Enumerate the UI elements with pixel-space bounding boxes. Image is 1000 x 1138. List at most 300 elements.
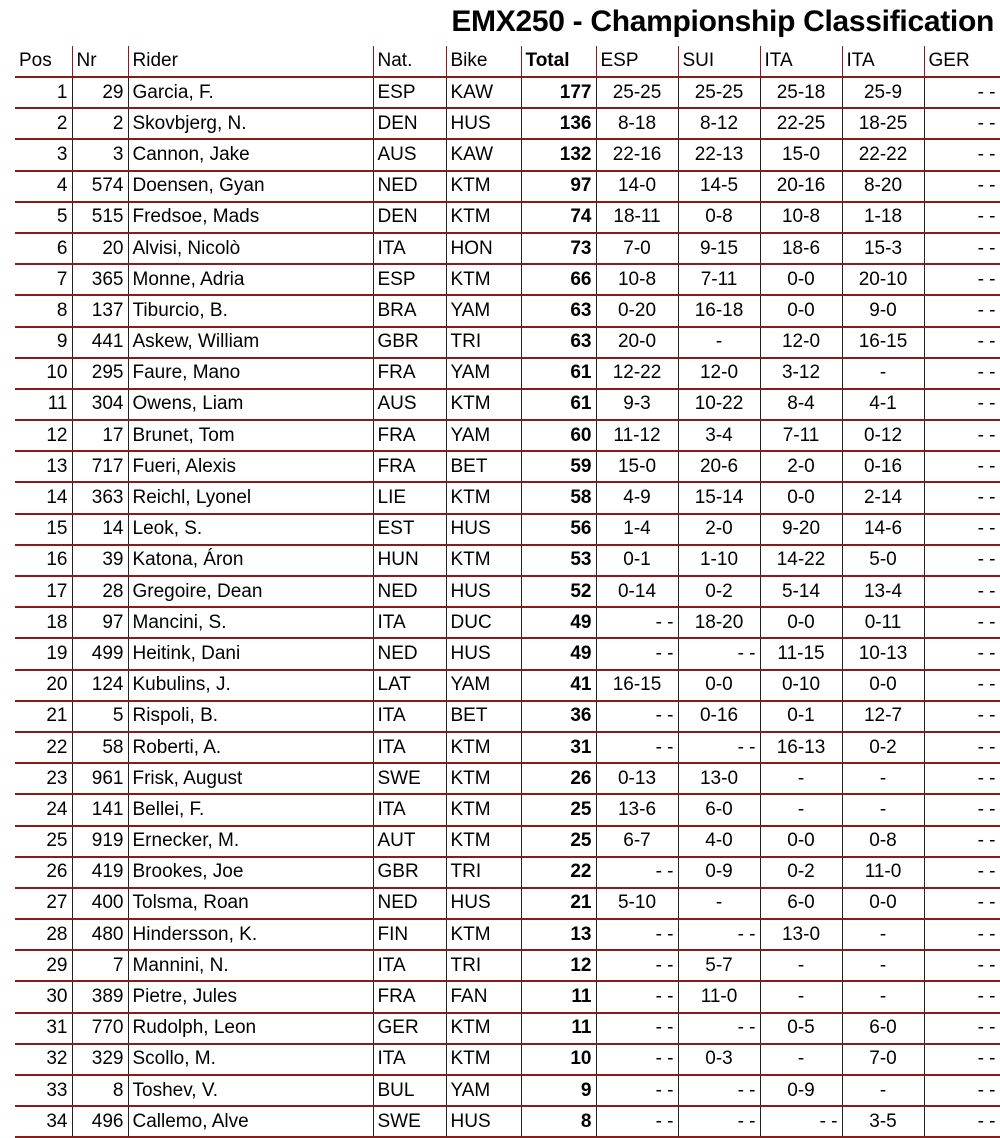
cell-total: 8 — [521, 1106, 596, 1137]
cell-rider: Cannon, Jake — [128, 139, 373, 170]
cell-bike: KTM — [446, 389, 521, 420]
table-row — [15, 1044, 1000, 1075]
cell-ita-1: 0-10 — [760, 670, 842, 701]
cell-ger: - - — [924, 295, 1000, 326]
cell-nr: 141 — [72, 794, 128, 825]
cell-sui: 0-16 — [678, 701, 760, 732]
cell-ger: - - — [924, 389, 1000, 420]
cell-nat: BUL — [373, 1075, 446, 1106]
cell-pos: 13 — [15, 451, 72, 482]
cell-total: 61 — [521, 389, 596, 420]
cell-rider: Faure, Mano — [128, 358, 373, 389]
cell-nat: NED — [373, 888, 446, 919]
cell-ita-2: 15-3 — [842, 233, 924, 264]
cell-sui: 6-0 — [678, 794, 760, 825]
cell-esp: 0-20 — [596, 295, 678, 326]
cell-total: 31 — [521, 732, 596, 763]
cell-bike: KTM — [446, 919, 521, 950]
cell-ger: - - — [924, 732, 1000, 763]
cell-bike: KTM — [446, 202, 521, 233]
cell-total: 66 — [521, 264, 596, 295]
cell-total: 58 — [521, 482, 596, 513]
cell-esp: 5-10 — [596, 888, 678, 919]
cell-pos: 26 — [15, 857, 72, 888]
cell-ita-2: 5-0 — [842, 545, 924, 576]
cell-ger: - - — [924, 638, 1000, 669]
cell-rider: Rudolph, Leon — [128, 1013, 373, 1044]
cell-sui: 18-20 — [678, 607, 760, 638]
cell-ita-1: 11-15 — [760, 638, 842, 669]
table-row — [15, 358, 1000, 389]
cell-esp: 18-11 — [596, 202, 678, 233]
cell-ger: - - — [924, 794, 1000, 825]
cell-total: 52 — [521, 576, 596, 607]
cell-ger: - - — [924, 420, 1000, 451]
cell-ger: - - — [924, 763, 1000, 794]
cell-bike: KTM — [446, 1013, 521, 1044]
cell-esp: - - — [596, 1044, 678, 1075]
cell-total: 59 — [521, 451, 596, 482]
cell-nr: 419 — [72, 857, 128, 888]
cell-nr: 329 — [72, 1044, 128, 1075]
cell-rider: Doensen, Gyan — [128, 171, 373, 202]
cell-nr: 39 — [72, 545, 128, 576]
cell-esp: - - — [596, 1013, 678, 1044]
cell-nat: ITA — [373, 607, 446, 638]
cell-ger: - - — [924, 1013, 1000, 1044]
cell-nr: 124 — [72, 670, 128, 701]
cell-pos: 25 — [15, 826, 72, 857]
cell-ita-2: 0-16 — [842, 451, 924, 482]
cell-nat: LIE — [373, 482, 446, 513]
cell-ita-1: 0-1 — [760, 701, 842, 732]
cell-rider: Fueri, Alexis — [128, 451, 373, 482]
cell-rider: Brookes, Joe — [128, 857, 373, 888]
cell-ita-1: 8-4 — [760, 389, 842, 420]
table-row — [15, 794, 1000, 825]
cell-bike: TRI — [446, 327, 521, 358]
cell-total: 11 — [521, 981, 596, 1012]
cell-nat: DEN — [373, 108, 446, 139]
cell-bike: YAM — [446, 358, 521, 389]
cell-esp: 20-0 — [596, 327, 678, 358]
cell-ger: - - — [924, 545, 1000, 576]
cell-bike: FAN — [446, 981, 521, 1012]
cell-ita-2: 20-10 — [842, 264, 924, 295]
cell-ita-1: 14-22 — [760, 545, 842, 576]
cell-ita-2: 0-12 — [842, 420, 924, 451]
cell-esp: - - — [596, 981, 678, 1012]
cell-esp: 12-22 — [596, 358, 678, 389]
cell-rider: Scollo, M. — [128, 1044, 373, 1075]
cell-ger: - - — [924, 1044, 1000, 1075]
cell-ita-2: - — [842, 763, 924, 794]
cell-ger: - - — [924, 171, 1000, 202]
cell-total: 60 — [521, 420, 596, 451]
cell-nr: 389 — [72, 981, 128, 1012]
cell-sui: 0-0 — [678, 670, 760, 701]
cell-ita-1: 16-13 — [760, 732, 842, 763]
cell-sui: 10-22 — [678, 389, 760, 420]
cell-esp: 16-15 — [596, 670, 678, 701]
cell-rider: Gregoire, Dean — [128, 576, 373, 607]
cell-nr: 29 — [72, 77, 128, 108]
cell-bike: HUS — [446, 1106, 521, 1137]
table-row — [15, 264, 1000, 295]
cell-ger: - - — [924, 108, 1000, 139]
cell-ger: - - — [924, 981, 1000, 1012]
cell-nr: 574 — [72, 171, 128, 202]
cell-nat: ITA — [373, 950, 446, 981]
cell-ita-1: 0-2 — [760, 857, 842, 888]
cell-nat: ITA — [373, 732, 446, 763]
table-row — [15, 108, 1000, 139]
cell-pos: 20 — [15, 670, 72, 701]
cell-bike: BET — [446, 701, 521, 732]
cell-ita-2: 0-2 — [842, 732, 924, 763]
cell-total: 73 — [521, 233, 596, 264]
cell-ita-2: 2-14 — [842, 482, 924, 513]
cell-sui: 5-7 — [678, 950, 760, 981]
cell-rider: Brunet, Tom — [128, 420, 373, 451]
cell-total: 136 — [521, 108, 596, 139]
table-row — [15, 171, 1000, 202]
cell-esp: - - — [596, 1106, 678, 1137]
cell-ita-1: 12-0 — [760, 327, 842, 358]
cell-esp: - - — [596, 919, 678, 950]
cell-ger: - - — [924, 607, 1000, 638]
table-row — [15, 1013, 1000, 1044]
cell-rider: Leok, S. — [128, 514, 373, 545]
cell-pos: 3 — [15, 139, 72, 170]
cell-pos: 31 — [15, 1013, 72, 1044]
cell-rider: Kubulins, J. — [128, 670, 373, 701]
cell-sui: 3-4 — [678, 420, 760, 451]
cell-bike: KTM — [446, 794, 521, 825]
cell-rider: Garcia, F. — [128, 77, 373, 108]
cell-pos: 18 — [15, 607, 72, 638]
cell-rider: Fredsoe, Mads — [128, 202, 373, 233]
cell-rider: Tolsma, Roan — [128, 888, 373, 919]
cell-pos: 29 — [15, 950, 72, 981]
cell-pos: 32 — [15, 1044, 72, 1075]
cell-ita-2: 11-0 — [842, 857, 924, 888]
cell-ger: - - — [924, 670, 1000, 701]
cell-nat: BRA — [373, 295, 446, 326]
cell-pos: 28 — [15, 919, 72, 950]
cell-bike: HUS — [446, 576, 521, 607]
cell-bike: YAM — [446, 670, 521, 701]
cell-bike: YAM — [446, 1075, 521, 1106]
cell-bike: KAW — [446, 139, 521, 170]
cell-ita-1: 0-0 — [760, 264, 842, 295]
cell-sui: 0-9 — [678, 857, 760, 888]
cell-ger: - - — [924, 139, 1000, 170]
cell-ger: - - — [924, 576, 1000, 607]
table-row — [15, 327, 1000, 358]
cell-rider: Callemo, Alve — [128, 1106, 373, 1137]
cell-ger: - - — [924, 77, 1000, 108]
cell-pos: 2 — [15, 108, 72, 139]
cell-nr: 137 — [72, 295, 128, 326]
cell-ger: - - — [924, 701, 1000, 732]
cell-bike: YAM — [446, 420, 521, 451]
cell-ger: - - — [924, 202, 1000, 233]
cell-sui: 1-10 — [678, 545, 760, 576]
cell-total: 22 — [521, 857, 596, 888]
cell-sui: 20-6 — [678, 451, 760, 482]
table-row — [15, 139, 1000, 170]
cell-esp: 0-13 — [596, 763, 678, 794]
cell-bike: HON — [446, 233, 521, 264]
cell-nat: NED — [373, 576, 446, 607]
cell-sui: - - — [678, 1013, 760, 1044]
cell-nr: 14 — [72, 514, 128, 545]
cell-rider: Skovbjerg, N. — [128, 108, 373, 139]
cell-pos: 14 — [15, 482, 72, 513]
cell-nr: 365 — [72, 264, 128, 295]
cell-nat: ITA — [373, 1044, 446, 1075]
cell-ita-1: 0-0 — [760, 826, 842, 857]
header-pos: Pos — [15, 46, 72, 77]
table-row — [15, 514, 1000, 545]
cell-ita-1: - — [760, 763, 842, 794]
cell-nr: 20 — [72, 233, 128, 264]
cell-sui: 16-18 — [678, 295, 760, 326]
cell-nr: 97 — [72, 607, 128, 638]
cell-esp: - - — [596, 857, 678, 888]
cell-nr: 5 — [72, 701, 128, 732]
cell-nr: 28 — [72, 576, 128, 607]
cell-bike: TRI — [446, 857, 521, 888]
cell-nat: FRA — [373, 420, 446, 451]
cell-ita-1: 0-0 — [760, 482, 842, 513]
cell-nr: 7 — [72, 950, 128, 981]
cell-pos: 15 — [15, 514, 72, 545]
table-row — [15, 233, 1000, 264]
cell-sui: - - — [678, 1106, 760, 1137]
cell-nat: LAT — [373, 670, 446, 701]
cell-nat: ITA — [373, 701, 446, 732]
cell-nr: 2 — [72, 108, 128, 139]
cell-total: 21 — [521, 888, 596, 919]
cell-ger: - - — [924, 358, 1000, 389]
table-row — [15, 389, 1000, 420]
cell-ita-1: 5-14 — [760, 576, 842, 607]
cell-ita-2: - — [842, 1075, 924, 1106]
cell-nr: 499 — [72, 638, 128, 669]
cell-bike: BET — [446, 451, 521, 482]
cell-bike: KTM — [446, 545, 521, 576]
cell-esp: 13-6 — [596, 794, 678, 825]
cell-ita-2: 3-5 — [842, 1106, 924, 1137]
cell-nr: 363 — [72, 482, 128, 513]
cell-nat: FRA — [373, 981, 446, 1012]
cell-sui: 15-14 — [678, 482, 760, 513]
cell-total: 12 — [521, 950, 596, 981]
cell-nat: FRA — [373, 451, 446, 482]
cell-pos: 34 — [15, 1106, 72, 1137]
cell-nr: 770 — [72, 1013, 128, 1044]
cell-ita-1: 0-5 — [760, 1013, 842, 1044]
table-row — [15, 826, 1000, 857]
cell-total: 25 — [521, 794, 596, 825]
cell-ger: - - — [924, 919, 1000, 950]
cell-ita-2: 10-13 — [842, 638, 924, 669]
cell-ger: - - — [924, 888, 1000, 919]
cell-total: 9 — [521, 1075, 596, 1106]
cell-nat: GBR — [373, 327, 446, 358]
table-row — [15, 77, 1000, 108]
cell-rider: Alvisi, Nicolò — [128, 233, 373, 264]
cell-pos: 5 — [15, 202, 72, 233]
cell-ita-1: 3-12 — [760, 358, 842, 389]
cell-esp: 14-0 — [596, 171, 678, 202]
cell-bike: YAM — [446, 295, 521, 326]
cell-bike: KTM — [446, 1044, 521, 1075]
cell-sui: 12-0 — [678, 358, 760, 389]
cell-ita-1: 9-20 — [760, 514, 842, 545]
table-row — [15, 701, 1000, 732]
cell-bike: KAW — [446, 77, 521, 108]
cell-sui: - - — [678, 919, 760, 950]
cell-ita-1: 2-0 — [760, 451, 842, 482]
cell-ita-1: 7-11 — [760, 420, 842, 451]
header-ger: GER — [924, 46, 1000, 77]
cell-rider: Toshev, V. — [128, 1075, 373, 1106]
cell-nr: 58 — [72, 732, 128, 763]
cell-rider: Monne, Adria — [128, 264, 373, 295]
cell-sui: 7-11 — [678, 264, 760, 295]
table-row — [15, 763, 1000, 794]
cell-nat: AUS — [373, 139, 446, 170]
cell-rider: Askew, William — [128, 327, 373, 358]
cell-ita-1: 6-0 — [760, 888, 842, 919]
cell-total: 177 — [521, 77, 596, 108]
header-nat: Nat. — [373, 46, 446, 77]
cell-pos: 9 — [15, 327, 72, 358]
cell-ger: - - — [924, 857, 1000, 888]
cell-total: 56 — [521, 514, 596, 545]
table-row — [15, 670, 1000, 701]
cell-sui: 9-15 — [678, 233, 760, 264]
table-header-row — [15, 46, 1000, 77]
cell-esp: 7-0 — [596, 233, 678, 264]
cell-rider: Katona, Áron — [128, 545, 373, 576]
cell-ita-1: 22-25 — [760, 108, 842, 139]
cell-bike: KTM — [446, 763, 521, 794]
cell-nat: GBR — [373, 857, 446, 888]
cell-esp: 15-0 — [596, 451, 678, 482]
cell-esp: - - — [596, 950, 678, 981]
cell-ger: - - — [924, 264, 1000, 295]
cell-ita-1: 10-8 — [760, 202, 842, 233]
cell-sui: - — [678, 888, 760, 919]
cell-total: 13 — [521, 919, 596, 950]
cell-rider: Rispoli, B. — [128, 701, 373, 732]
cell-bike: DUC — [446, 607, 521, 638]
cell-ita-1: 0-0 — [760, 295, 842, 326]
table-row — [15, 1106, 1000, 1137]
cell-bike: KTM — [446, 264, 521, 295]
cell-ita-2: 25-9 — [842, 77, 924, 108]
cell-nr: 8 — [72, 1075, 128, 1106]
cell-nr: 304 — [72, 389, 128, 420]
cell-pos: 12 — [15, 420, 72, 451]
cell-ita-1: 15-0 — [760, 139, 842, 170]
table-row — [15, 919, 1000, 950]
cell-esp: 10-8 — [596, 264, 678, 295]
page-title: EMX250 - Championship Classification — [451, 5, 994, 38]
cell-rider: Tiburcio, B. — [128, 295, 373, 326]
cell-ger: - - — [924, 482, 1000, 513]
cell-nat: GER — [373, 1013, 446, 1044]
cell-bike: KTM — [446, 482, 521, 513]
cell-sui: 8-12 — [678, 108, 760, 139]
cell-ita-2: 14-6 — [842, 514, 924, 545]
cell-sui: 22-13 — [678, 139, 760, 170]
cell-ita-2: - — [842, 981, 924, 1012]
cell-ita-2: 9-0 — [842, 295, 924, 326]
header-esp: ESP — [596, 46, 678, 77]
cell-ita-1: 20-16 — [760, 171, 842, 202]
cell-esp: - - — [596, 701, 678, 732]
cell-sui: - - — [678, 732, 760, 763]
cell-rider: Mancini, S. — [128, 607, 373, 638]
header-nr: Nr — [72, 46, 128, 77]
cell-ita-2: - — [842, 950, 924, 981]
table-row — [15, 888, 1000, 919]
cell-rider: Hindersson, K. — [128, 919, 373, 950]
table-row — [15, 607, 1000, 638]
cell-pos: 24 — [15, 794, 72, 825]
header-bike: Bike — [446, 46, 521, 77]
cell-total: 97 — [521, 171, 596, 202]
header-ita-2: ITA — [842, 46, 924, 77]
table-row — [15, 482, 1000, 513]
cell-nat: FIN — [373, 919, 446, 950]
cell-nat: EST — [373, 514, 446, 545]
cell-bike: HUS — [446, 638, 521, 669]
cell-total: 11 — [521, 1013, 596, 1044]
table-row — [15, 576, 1000, 607]
cell-ita-2: 12-7 — [842, 701, 924, 732]
table-row — [15, 295, 1000, 326]
table-row — [15, 202, 1000, 233]
cell-nat: HUN — [373, 545, 446, 576]
cell-sui: 11-0 — [678, 981, 760, 1012]
table-body — [15, 77, 1000, 1137]
cell-nr: 295 — [72, 358, 128, 389]
cell-nr: 3 — [72, 139, 128, 170]
cell-bike: TRI — [446, 950, 521, 981]
cell-ita-2: 18-25 — [842, 108, 924, 139]
cell-nr: 480 — [72, 919, 128, 950]
table-row — [15, 1075, 1000, 1106]
cell-total: 132 — [521, 139, 596, 170]
cell-rider: Bellei, F. — [128, 794, 373, 825]
header-total: Total — [521, 46, 596, 77]
cell-esp: 11-12 — [596, 420, 678, 451]
table-row — [15, 981, 1000, 1012]
cell-ita-1: - — [760, 950, 842, 981]
cell-pos: 11 — [15, 389, 72, 420]
cell-bike: HUS — [446, 108, 521, 139]
cell-total: 10 — [521, 1044, 596, 1075]
cell-ita-1: 0-0 — [760, 607, 842, 638]
cell-rider: Frisk, August — [128, 763, 373, 794]
cell-ita-2: - — [842, 794, 924, 825]
